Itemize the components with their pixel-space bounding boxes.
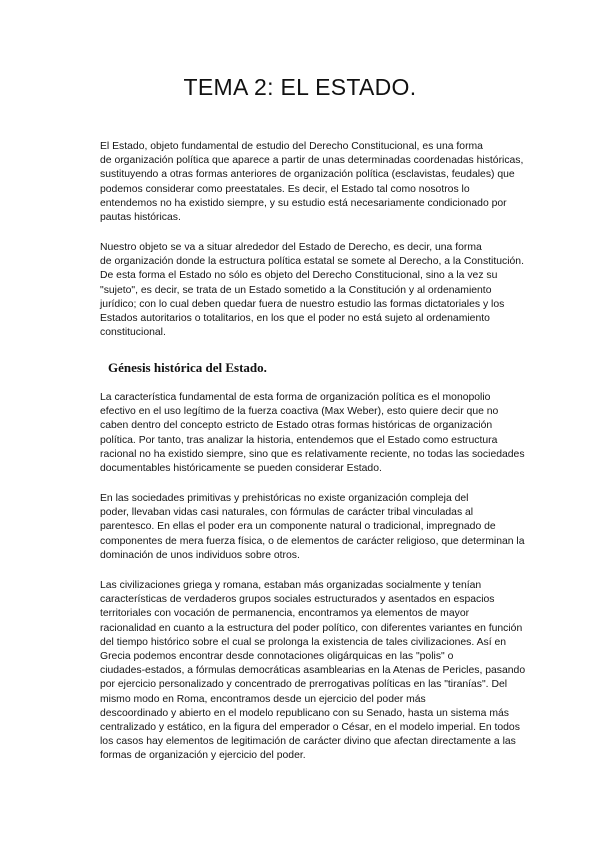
intro-paragraph-1: El Estado, objeto fundamental de estudio del Derecho Constitucional, es una forma de organización política que aparece a partir de unas determinadas coordenadas históricas, sustituyendo a otras formas anteriores de organización política (esclavistas, feudales) que podemos considerar como preestatales. Es decir, el Estado tal como nosotros lo entendemos no ha existido siempre, y su estudio está necesariamente condicionado por pautas históricas.: [100, 141, 524, 224]
section-paragraph-3: Las civilizaciones griega y romana, estaban más organizadas socialmente y tenían características de verdaderos grupos sociales estructurados y asentados en espacios territoriales con vocación de permanencia, encontramos ya elementos de mayor racionalidad en cuanto a la estructura del poder político, con diferentes variantes en función del tiempo histórico sobre el cual se prolonga la existencia de tales civilizaciones. Así en Grecia podemos encontrar desde connotaciones oligárquicas en las "polis" o ciudades-estados, a fórmulas democráticas asamblearias en la Atenas de Pericles, pasando por ejercicio personalizado y concentrado de prerrogativas políticas en las "tiranías". Del mismo modo en Roma, encontramos desde un ejercicio del poder más descoordinado y abierto en el modelo republicano con su Senado, hasta un sistema más centralizado y estático, en la figura del emperador o César, en el modelo imperial. En todos los casos hay elementos de legitimación de carácter divino que afectan directamente a las formas de organización y ejercicio del poder.: [100, 580, 526, 762]
section-heading: Génesis histórica del Estado.: [108, 360, 267, 375]
section-paragraph-2: En las sociedades primitivas y prehistóricas no existe organización compleja del poder, llevaban vidas casi naturales, con fórmulas de carácter tribal vinculadas al parentesco. En ellas el poder era un componente natural o tradicional, impregnado de componentes de mera fuerza física, o de elementos de carácter religioso, que determinan la dominación de unos individuos sobre otros.: [100, 493, 525, 561]
section-paragraph-1: La característica fundamental de esta forma de organización política es el monopolio efectivo en el uso legítimo de la fuerza coactiva (Max Weber), esto quiere decir que no caben dentro del concepto estricto de Estado otras formas históricas de organización política. Por tanto, tras analizar la historia, entendemos que el Estado como estructura racional no ha existido siempre, sino que es relativamente reciente, no todas las sociedades documentables históricamente se pueden considerar Estado.: [100, 392, 525, 475]
intro-paragraph-2: Nuestro objeto se va a situar alrededor del Estado de Derecho, es decir, una forma de organización donde la estructura política estatal se somete al Derecho, a la Constitución. De esta forma el Estado no sólo es objeto del Derecho Constitucional, sino a la vez su "sujeto", es decir, se trata de un Estado sometido a la Constitución y al ordenamiento jurídico; con lo cual deben quedar fuera de nuestro estudio las formas dictatoriales y los Estados autoritarios o totalitarios, en los que el poder no está sujeto al ordenamiento constitucional.: [100, 242, 524, 339]
page-title: TEMA 2: EL ESTADO.: [183, 74, 417, 100]
